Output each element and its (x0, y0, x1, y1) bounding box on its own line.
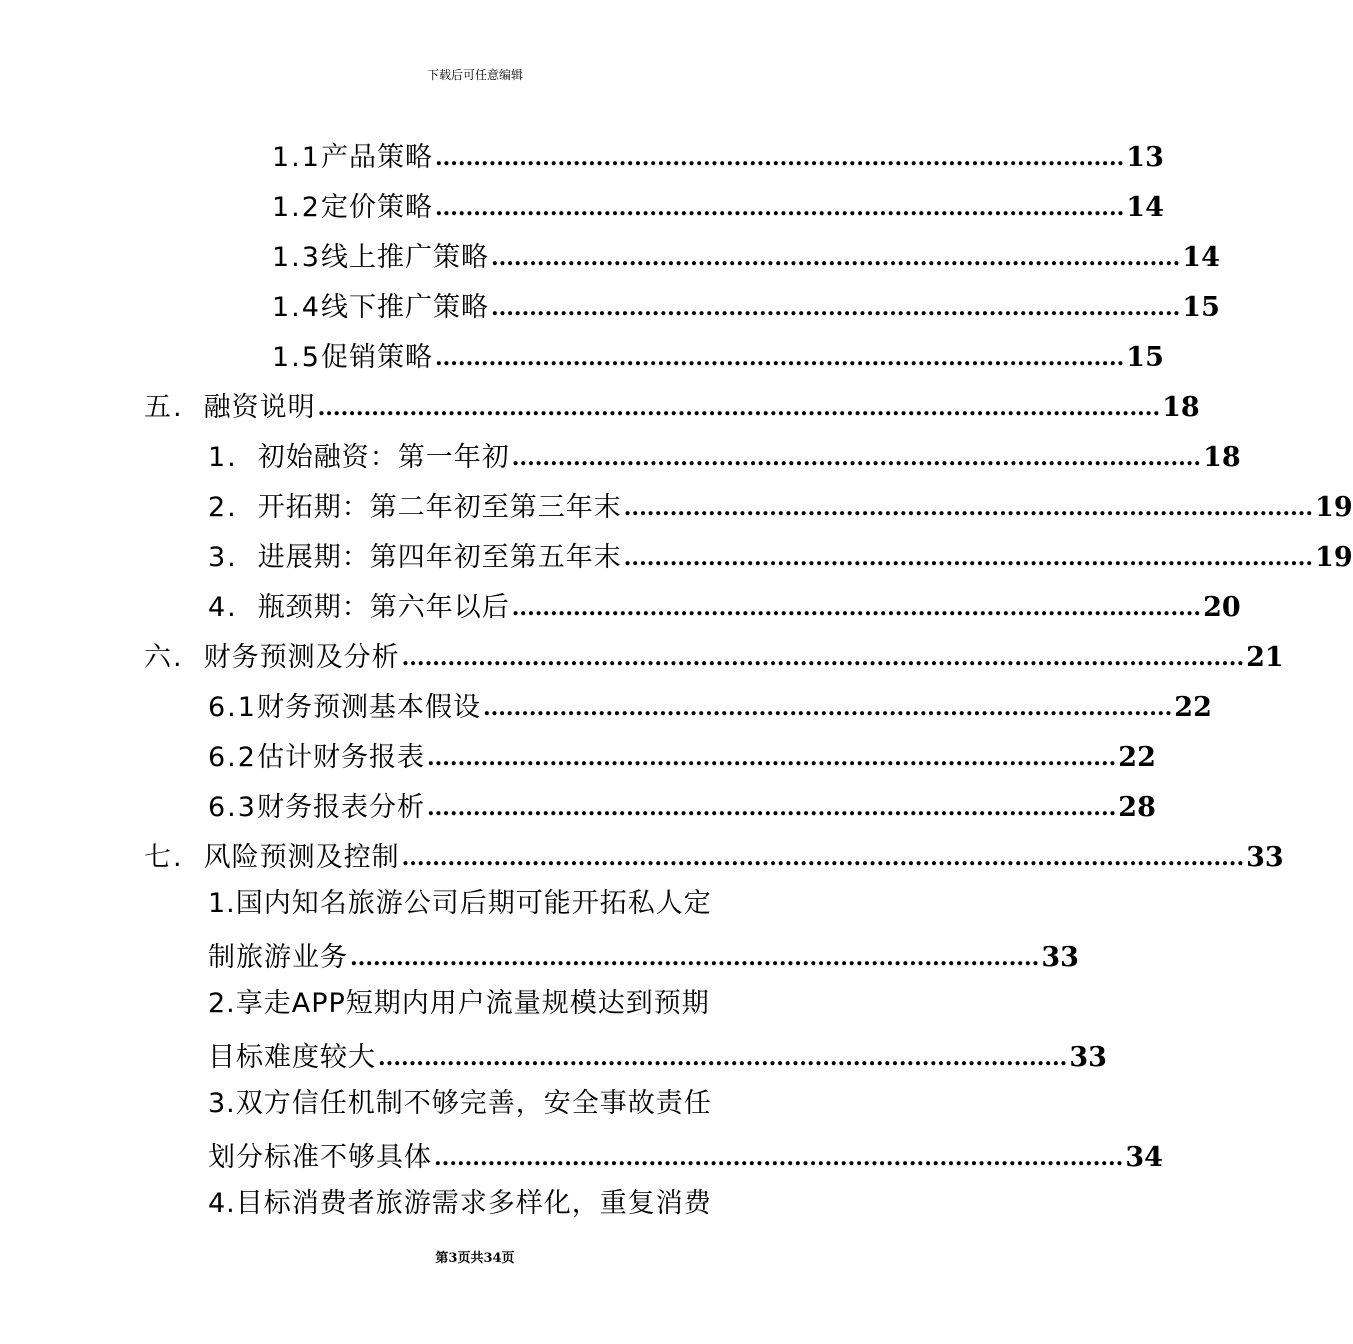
toc-entry-page: 22 (1118, 742, 1156, 773)
toc-entry-number: 六. (144, 642, 184, 673)
toc-entry-page: 19 (1315, 542, 1353, 573)
toc-entry-title: 财务报表分析 (256, 792, 425, 823)
toc-entry[interactable] (272, 125, 1164, 175)
toc-entry[interactable] (208, 525, 1353, 575)
toc-entry-number: 1. (208, 442, 238, 473)
dot-leader: .......................................................................................... (623, 495, 1314, 521)
dot-leader: .......................................................................................... (434, 195, 1125, 221)
toc-entry-title-line[interactable]: 3.双方信任机制不够完善，安全事故责任 (208, 1088, 712, 1119)
toc-entry[interactable] (272, 175, 1164, 225)
toc-entry-page: 28 (1118, 792, 1156, 823)
toc-entry[interactable] (208, 675, 1212, 725)
page-header: 下载后可任意编辑 (426, 68, 523, 82)
dot-leader: .......................................................................................... (350, 945, 1040, 971)
toc-entry-number: 1.5 (272, 342, 321, 373)
toc-entry-number: 1.1 (272, 142, 321, 173)
toc-entry-number: 6.2 (208, 742, 257, 773)
dot-leader: .......................................................................................... (511, 445, 1202, 471)
toc-entry[interactable] (208, 1025, 1107, 1075)
toc-entry-number: 4. (208, 592, 238, 623)
toc-entry[interactable] (208, 775, 1156, 825)
dot-leader: .......................................................................................... (482, 695, 1173, 721)
toc-entry-page: 13 (1126, 142, 1164, 173)
toc-entry[interactable] (272, 275, 1220, 325)
dot-leader: .......................................................................................... (623, 545, 1314, 571)
toc-entry-page: 14 (1126, 192, 1164, 223)
toc-entry-title-line[interactable]: 1.国内知名旅游公司后期可能开拓私人定 (208, 888, 712, 919)
toc-entry-title: 瓶颈期：第六年以后 (257, 592, 510, 623)
toc-entry-page: 20 (1203, 592, 1241, 623)
toc-entry-title: 定价策略 (320, 192, 433, 223)
toc-entry-page: 18 (1203, 442, 1241, 473)
toc-entry-number: 五. (144, 392, 184, 423)
toc-entry-page: 34 (1125, 1142, 1163, 1173)
toc-entry[interactable] (208, 475, 1353, 525)
toc-entry-number: 3. (208, 542, 238, 573)
toc-chapter[interactable] (144, 375, 1200, 425)
toc-entry[interactable] (272, 225, 1220, 275)
toc-entry-number: 6.1 (208, 692, 257, 723)
dot-leader: .............................................................................................................. (401, 645, 1245, 671)
toc-entry-title: 划分标准不够具体 (208, 1142, 432, 1173)
toc-entry[interactable] (208, 925, 1079, 975)
toc-entry-number: 1.2 (272, 192, 321, 223)
toc-chapter[interactable] (144, 625, 1284, 675)
dot-leader: .......................................................................................... (490, 295, 1181, 321)
toc-entry-number: 1.3 (272, 242, 321, 273)
dot-leader: .............................................................................................................. (317, 395, 1161, 421)
dot-leader: .......................................................................................... (426, 745, 1117, 771)
toc-entry-page: 33 (1069, 1042, 1107, 1073)
toc-entry-title: 融资说明 (203, 392, 316, 423)
toc-entry[interactable] (208, 1125, 1163, 1175)
dot-leader: .......................................................................................... (426, 795, 1117, 821)
toc-entry-page: 15 (1126, 342, 1164, 373)
dot-leader: .......................................................................................... (434, 1145, 1124, 1171)
toc-entry-number: 2. (208, 492, 238, 523)
toc-entry[interactable] (208, 575, 1241, 625)
page-footer: 第3页共34页 (435, 1251, 515, 1266)
dot-leader: .......................................................................................... (434, 145, 1125, 171)
toc-entry-title-line[interactable]: 2.享走APP短期内用户流量规模达到预期 (208, 988, 710, 1019)
toc-entry-title: 估计财务报表 (256, 742, 425, 773)
dot-leader: .......................................................................................... (434, 345, 1125, 371)
toc-entry[interactable] (208, 725, 1156, 775)
toc-entry-page: 33 (1041, 942, 1079, 973)
toc-entry-page: 18 (1162, 392, 1200, 423)
toc-entry-title: 线上推广策略 (320, 242, 489, 273)
toc-entry-page: 22 (1174, 692, 1212, 723)
dot-leader: .............................................................................................................. (401, 845, 1245, 871)
toc-entry-title: 促销策略 (320, 342, 433, 373)
toc-entry-number: 1.4 (272, 292, 321, 323)
toc-entry-number: 七. (144, 842, 184, 873)
toc-entry-title: 进展期：第四年初至第五年末 (257, 542, 622, 573)
dot-leader: .......................................................................................... (490, 245, 1181, 271)
dot-leader: .......................................................................................... (511, 595, 1202, 621)
toc-entry-title: 线下推广策略 (320, 292, 489, 323)
toc-entry[interactable] (272, 325, 1164, 375)
toc-entry[interactable] (208, 425, 1241, 475)
toc-entry-title: 财务预测及分析 (203, 642, 400, 673)
toc-entry-page: 15 (1182, 292, 1220, 323)
toc-entry-title: 风险预测及控制 (203, 842, 400, 873)
toc-entry-title: 制旅游业务 (208, 942, 348, 973)
toc-entry-title: 开拓期：第二年初至第三年末 (257, 492, 622, 523)
toc-entry-title: 初始融资：第一年初 (257, 442, 510, 473)
toc-entry-title: 目标难度较大 (208, 1042, 376, 1073)
dot-leader: .......................................................................................... (378, 1045, 1068, 1071)
toc-chapter[interactable] (144, 825, 1284, 875)
toc-entry-page: 14 (1182, 242, 1220, 273)
toc-entry-page: 33 (1246, 842, 1284, 873)
toc-entry-page: 21 (1246, 642, 1284, 673)
toc-entry-title: 产品策略 (320, 142, 433, 173)
toc-entry-title-line[interactable]: 4.目标消费者旅游需求多样化，重复消费 (208, 1188, 712, 1219)
toc-entry-title: 财务预测基本假设 (256, 692, 481, 723)
toc-entry-page: 19 (1315, 492, 1353, 523)
toc-entry-number: 6.3 (208, 792, 257, 823)
